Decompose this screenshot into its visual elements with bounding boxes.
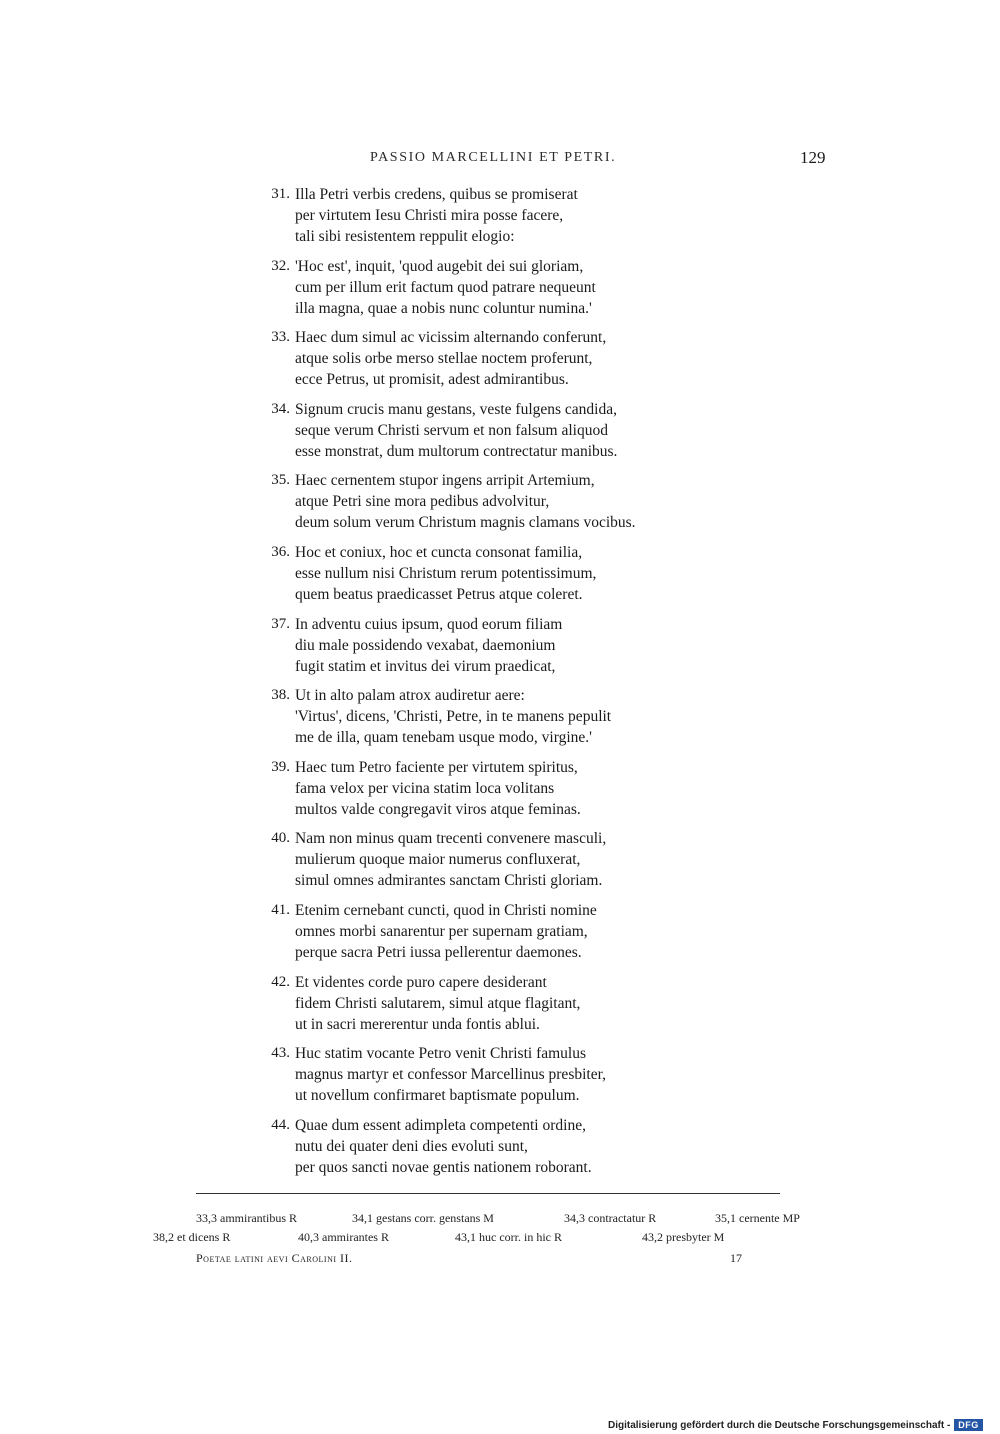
verse-line: fama velox per vicina statim loca volitans [295,779,555,797]
verse-line: Nam non minus quam trecenti convenere masculi, [295,830,607,848]
critical-apparatus [150,1211,850,1249]
verse-line: 'Hoc est', inquit, 'quod augebit dei sui gloriam, [295,257,584,275]
verse-line: ut novellum confirmaret baptismate populum. [295,1087,580,1105]
apparatus-note: 33,3 ammirantibus R [196,1211,297,1225]
stanza [262,256,742,328]
apparatus-row [150,1211,850,1230]
verse-line: Haec dum simul ac vicissim alternando conferunt, [295,329,607,347]
verse-line: ecce Petrus, ut promisit, adest admirantibus. [295,371,569,389]
stanza-number: 31. [271,186,290,202]
stanza-number: 36. [271,543,290,560]
stanza-number: 34. [271,400,290,417]
apparatus-note: 40,3 ammirantes R [298,1230,389,1244]
apparatus-note: 35,1 cernente MP [715,1211,800,1225]
page-number: 129 [800,148,826,167]
stanza-number: 33. [271,329,290,346]
poem-body [262,184,742,1186]
verse-line: me de illa, quam tenebam usque modo, virgine.' [295,729,592,747]
stanza-number: 39. [271,758,290,775]
stanza [262,614,742,686]
verse-line: Etenim cernebant cuncti, quod in Christi nomine [295,901,597,919]
digitization-credit [608,1418,983,1432]
stanza-number: 38. [271,687,290,704]
verse-line: cum per illum erit factum quod patrare nequeunt [295,278,596,296]
apparatus-note: 34,1 gestans corr. genstans M [352,1211,494,1225]
stanza-number: 43. [271,1045,290,1062]
stanza [262,399,742,471]
apparatus-row [150,1230,850,1249]
stanza [262,470,742,542]
verse-line: Haec cernentem stupor ingens arripit Artemium, [295,472,595,490]
verse-line: Signum crucis manu gestans, veste fulgens candida, [295,400,617,418]
stanza [262,828,742,900]
page-header [0,146,1000,170]
stanza [262,1115,742,1187]
stanza [262,757,742,829]
apparatus-note: 38,2 et dicens R [153,1230,231,1244]
apparatus-note: 43,1 huc corr. in hic R [455,1230,562,1244]
signature-mark: 17 [730,1251,742,1265]
verse-line: per quos sancti novae gentis nationem roborant. [295,1158,592,1176]
dfg-logo-icon: DFG [954,1419,983,1431]
verse-line: 'Virtus', dicens, 'Christi, Petre, in te manens pepulit [295,708,612,726]
stanza [262,685,742,757]
running-title: PASSIO MARCELLINI ET PETRI. [370,150,617,165]
verse-line: illa magna, quae a nobis nunc coluntur numina.' [295,299,592,317]
verse-line: deum solum verum Christum magnis clamans vocibus. [295,514,636,532]
stanza-number: 40. [271,830,290,847]
verse-line: tali sibi resistentem reppulit elogio: [295,228,515,245]
stanza-number: 32. [271,257,290,274]
apparatus-note: 34,3 contractatur R [564,1211,657,1225]
verse-line: In adventu cuius ipsum, quod eorum filiam [295,615,563,633]
stanza-number: 41. [271,901,290,918]
verse-line: multos valde congregavit viros atque feminas. [295,800,581,818]
verse-line: atque solis orbe merso stellae noctem proferunt, [295,350,593,368]
verse-line: per virtutem Iesu Christi mira posse facere, [295,207,564,224]
verse-line: magnus martyr et confessor Marcellinus presbiter, [295,1066,607,1084]
stanza [262,327,742,399]
stanza [262,900,742,972]
verse-line: ut in sacri mererentur unda fontis ablui. [295,1015,540,1033]
stanza [262,972,742,1044]
verse-line: atque Petri sine mora pedibus advolvitur, [295,493,550,511]
verse-line: fidem Christi salutarem, simul atque flagitant, [295,994,581,1012]
verse-line: seque verum Christi servum et non falsum aliquod [295,421,608,439]
verse-line: diu male possidendo vexabat, daemonium [295,636,556,654]
verse-line: mulierum quoque maior numerus confluxerat, [295,851,581,869]
series-title: Poetae latini aevi Carolini II. [196,1251,353,1265]
stanza [262,542,742,614]
verse-line: esse nullum nisi Christum rerum potentissimum, [295,564,597,582]
stanza-number: 37. [271,615,290,632]
verse-line: simul omnes admirantes sanctam Christi gloriam. [295,872,603,890]
verse-line: omnes morbi sanarentur per supernam gratiam, [295,922,588,940]
verse-line: fugit statim et invitus dei virum praedicat, [295,657,556,675]
verse-line: Ut in alto palam atrox audiretur aere: [295,687,525,705]
verse-line: Et videntes corde puro capere desiderant [295,973,547,991]
stanza [262,184,742,256]
credit-text: Digitalisierung gefördert durch die Deutsche Forschungsgemeinschaft - [608,1419,951,1431]
stanza-number: 44. [271,1116,290,1133]
apparatus-note: 43,2 presbyter M [642,1230,725,1244]
verse-line: quem beatus praedicasset Petrus atque coleret. [295,585,583,603]
page-footer [0,1251,1000,1269]
verse-line: esse monstrat, dum multorum contrectatur manibus. [295,442,618,460]
verse-line: Hoc et coniux, hoc et cuncta consonat familia, [295,543,583,561]
stanza-number: 35. [271,472,290,489]
stanza [262,1043,742,1115]
verse-line: Haec tum Petro faciente per virtutem spiritus, [295,758,578,776]
footnote-rule [196,1193,780,1194]
verse-line: perque sacra Petri iussa pellerentur daemones. [295,943,582,961]
verse-line: Quae dum essent adimpleta competenti ordine, [295,1116,586,1134]
verse-line: Huc statim vocante Petro venit Christi famulus [295,1045,587,1063]
stanza-number: 42. [271,973,290,990]
verse-line: Illa Petri verbis credens, quibus se promiserat [295,186,578,203]
verse-line: nutu dei quater deni dies evoluti sunt, [295,1137,528,1155]
